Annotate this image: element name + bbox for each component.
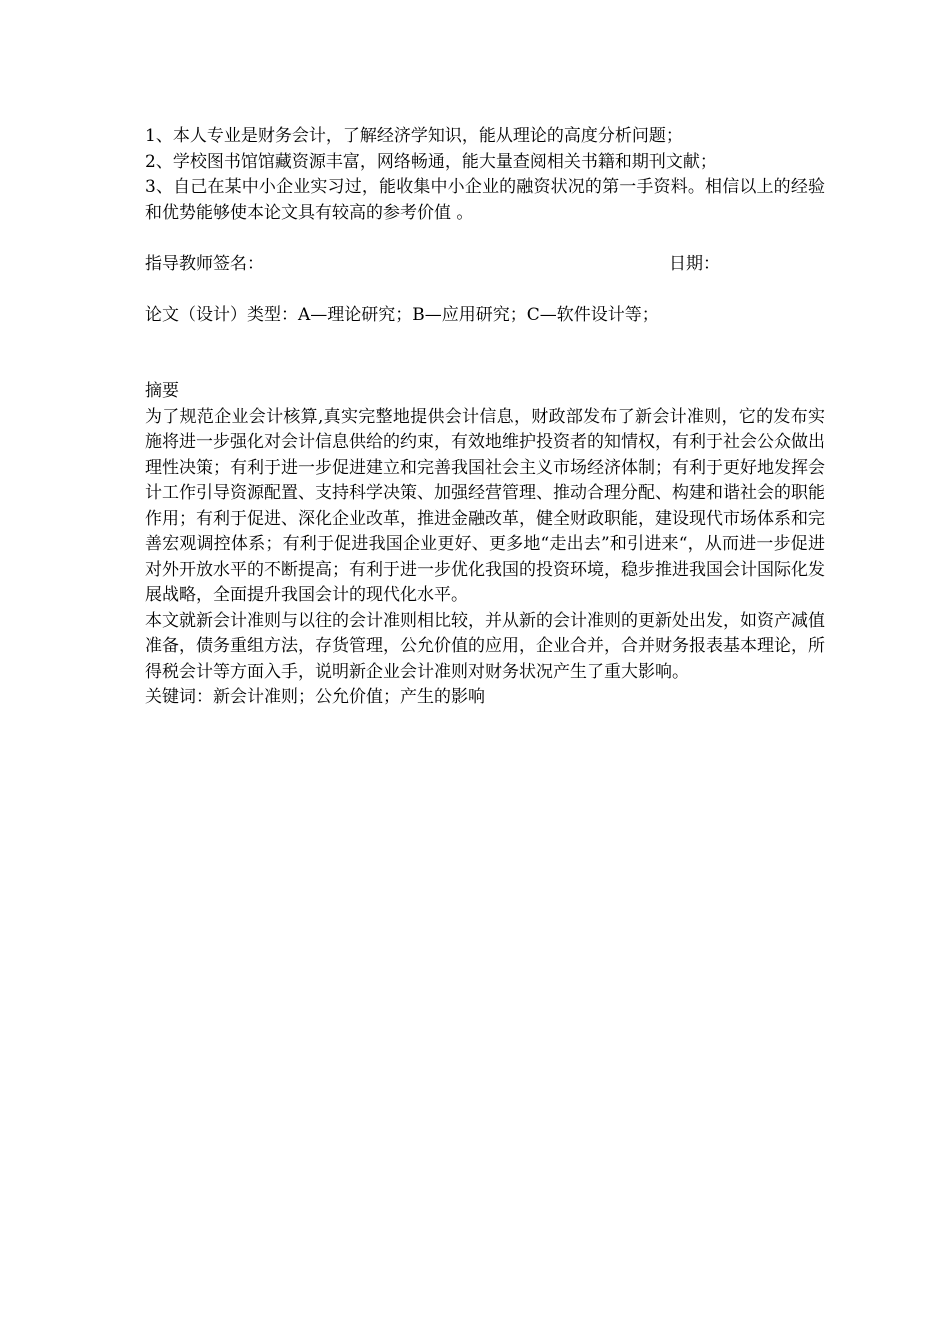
spacer [145,277,825,303]
abstract-paragraph-1: 为了规范企业会计核算,真实完整地提供会计信息，财政部发布了新会计准则，它的发布实施将进一步强化对会计信息供给的约束，有效地维护投资者的知情权，有利于社会公众做出理性决策；有利于进一步促进建立和完善我国社会主义市场经济体制；有利于更好地发挥会计工作引导资源配置、支持科学决策、加强经营管理、推动合理分配、构建和谐社会的职能作用；有利于促进、深化企业改革，推进金融改革，健全财政职能，建设现代市场体系和完善宏观调控体系；有利于促进我国企业更好、更多地“走出去”和引进来“，从而进一步促进对外开放水平的不断提高；有利于进一步优化我国的投资环境，稳步推进我国会计国际化发展战略，全面提升我国会计的现代化水平。 [145,406,825,605]
keywords: 关键词：新会计准则；公允价值；产生的影响 [145,687,485,707]
signature-row [145,252,720,278]
advantage-item-1: 1、本人专业是财务会计，了解经济学知识，能从理论的高度分析问题； [145,126,683,146]
abstract-paragraph-2: 本文就新会计准则与以往的会计准则相比较，并从新的会计准则的更新处出发，如资产减值准备，债务重组方法，存货管理，公允价值的应用，企业合并，合并财务报表基本理论，所得税会计等方面入手，说明新企业会计准则对财务状况产生了重大影响。 [145,610,825,682]
spacer [145,328,825,354]
advantage-item-3: 3、自己在某中小企业实习过，能收集中小企业的融资状况的第一手资料。相信以上的经验和优势能够使本论文具有较高的参考价值 。 [145,177,825,223]
spacer [145,354,825,380]
advisor-signature-label: 指导教师签名： [145,253,264,274]
advantage-item-2: 2、学校图书馆馆藏资源丰富，网络畅通，能大量查阅相关书籍和期刊文献； [145,151,717,172]
thesis-type: 论文（设计）类型：A—理论研究；B—应用研究；C—软件设计等； [145,304,659,325]
spacer [145,226,825,252]
document-page [145,124,825,711]
abstract-heading: 摘要 [145,381,179,401]
date-label: 日期： [669,253,720,274]
